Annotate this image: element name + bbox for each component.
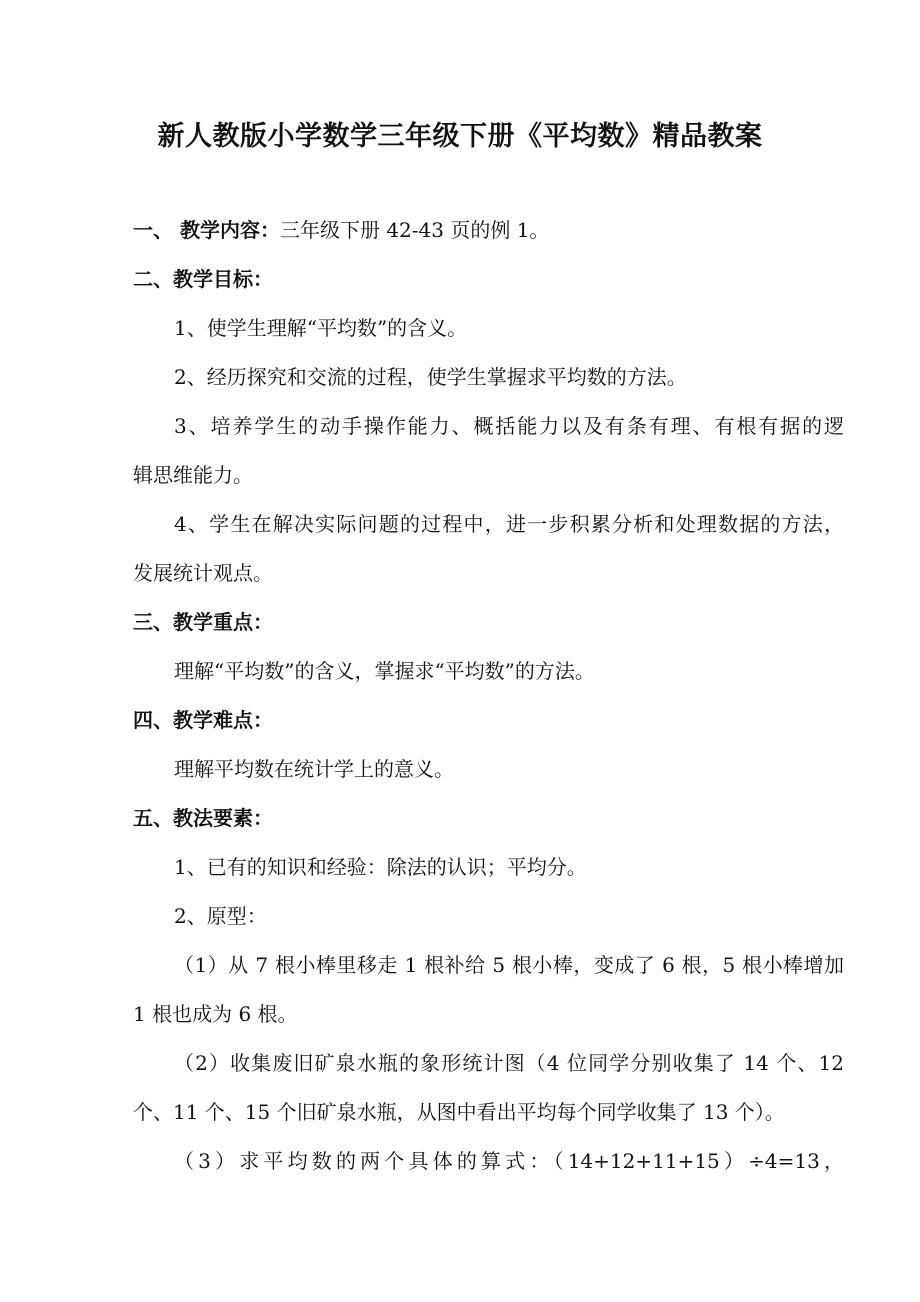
paragraph: 3、培养学生的动手操作能力、概括能力以及有条有理、有根有据的逻 — [174, 414, 844, 438]
section-heading: 三、教学重点： — [133, 610, 273, 634]
paragraph: 理解“平均数”的含义，掌握求“平均数”的方法。 — [174, 659, 595, 683]
paragraph: 发展统计观点。 — [133, 561, 273, 585]
paragraph: 4、学生在解决实际问题的过程中，进一步积累分析和处理数据的方法， — [174, 512, 844, 536]
paragraph: 个、11 个、15 个旧矿泉水瓶，从图中看出平均每个同学收集了 13 个）。 — [133, 1100, 785, 1124]
paragraph: 理解平均数在统计学上的意义。 — [174, 757, 454, 781]
paragraph: 1、使学生理解“平均数”的含义。 — [174, 316, 468, 340]
paragraph: （2）收集废旧矿泉水瓶的象形统计图（4 位同学分别收集了 14 个、12 — [174, 1051, 844, 1075]
paragraph: 辑思维能力。 — [133, 463, 253, 487]
section-heading: 四、教学难点： — [133, 708, 273, 732]
section-heading: 五、教法要素： — [133, 806, 273, 830]
paragraph: 2、经历探究和交流的过程，使学生掌握求平均数的方法。 — [174, 365, 687, 389]
section-heading: 一、 教学内容： — [133, 218, 280, 242]
paragraph: 2、原型： — [174, 904, 267, 928]
section-text: 三年级下册 42-43 页的例 1。 — [279, 218, 550, 242]
paragraph: （1）从 7 根小棒里移走 1 根补给 5 根小棒，变成了 6 根，5 根小棒增加 — [174, 953, 844, 977]
section-content — [133, 216, 843, 244]
section-heading: 二、教学目标： — [133, 267, 273, 291]
document-title: 新人教版小学数学三年级下册《平均数》精品教案 — [157, 121, 763, 152]
paragraph: 1、已有的知识和经验：除法的认识；平均分。 — [174, 855, 587, 879]
paragraph: 1 根也成为 6 根。 — [133, 1002, 298, 1026]
paragraph: （3）求平均数的两个具体的算式：（14+12+11+15）÷4=13， — [174, 1149, 844, 1173]
